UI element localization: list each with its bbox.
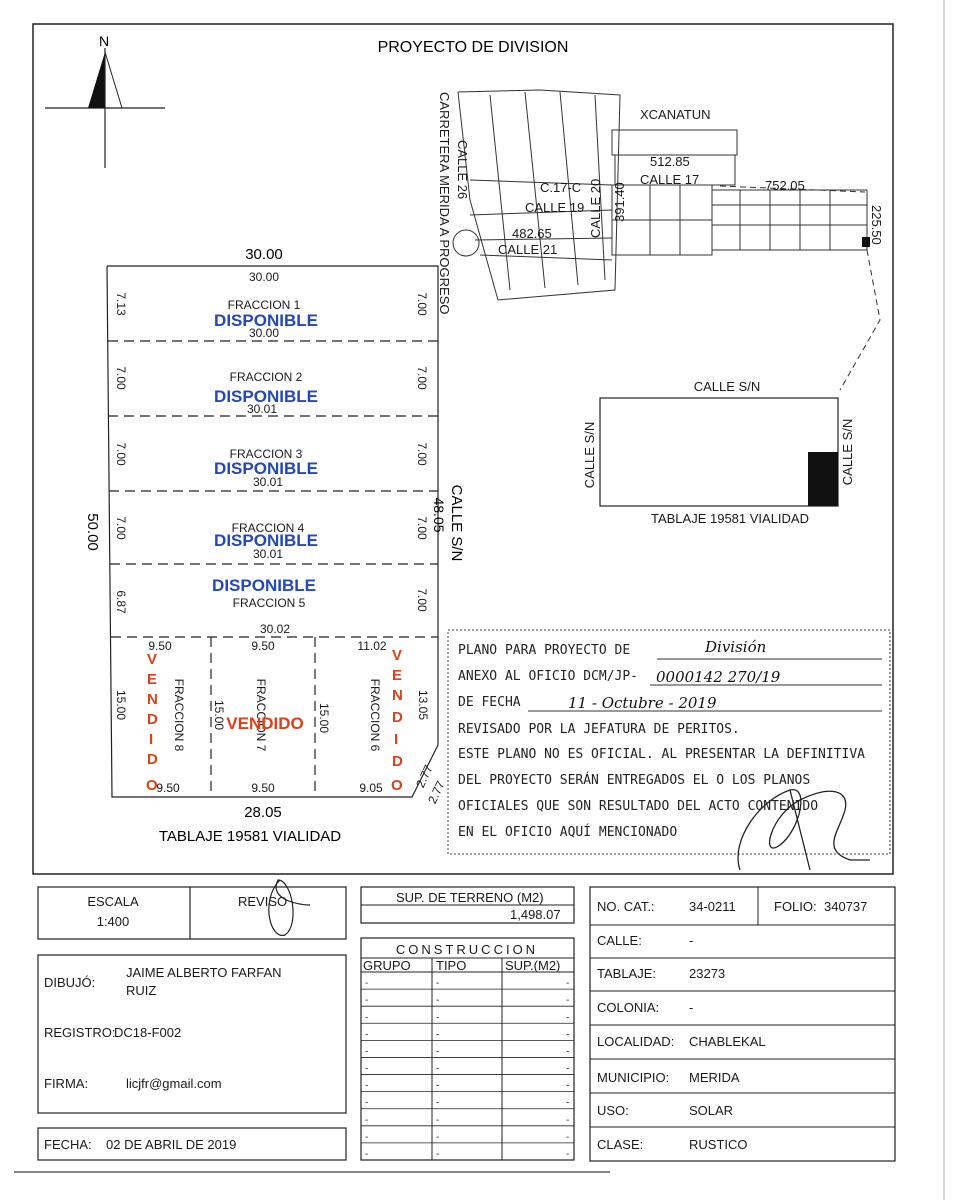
construccion-rows bbox=[361, 978, 574, 1160]
svg-text:N: N bbox=[147, 691, 158, 708]
sup-value: 1,498.07 bbox=[510, 907, 561, 922]
dibujo-value-1: JAIME ALBERTO FARFAN bbox=[126, 965, 282, 980]
fraccion-1-bottom-dim: 30.00 bbox=[248, 326, 280, 340]
firma-value: licjfr@gmail.com bbox=[126, 1076, 222, 1091]
fraccion-5-left-dim: 6.87 bbox=[114, 590, 128, 614]
fraccion-7-name: FRACCION 7 bbox=[254, 678, 268, 752]
info-municipio-value: MERIDA bbox=[689, 1070, 740, 1085]
info-calle-label: CALLE: bbox=[597, 933, 642, 948]
info-nocat-value: 34-0211 bbox=[689, 899, 736, 914]
cons-cell: - bbox=[566, 1149, 570, 1160]
fraccion-3-status: DISPONIBLE bbox=[214, 459, 318, 478]
svg-text:N: N bbox=[392, 687, 403, 704]
cons-cell: - bbox=[365, 1063, 369, 1075]
cons-cell: - bbox=[365, 978, 369, 990]
inset-right-street: CALLE S/N bbox=[840, 418, 855, 486]
stamp-line-2-hand: 0000142 270/19 bbox=[656, 668, 781, 686]
fraccion-2-left-dim: 7.00 bbox=[114, 366, 128, 390]
cons-cell: - bbox=[365, 995, 369, 1007]
cons-cell: - bbox=[436, 1149, 440, 1160]
fecha-value: 02 DE ABRIL DE 2019 bbox=[106, 1137, 237, 1152]
info-uso-label: USO: bbox=[597, 1103, 629, 1118]
cons-cell: - bbox=[566, 1080, 570, 1092]
fraccion-5-bottom-dim: 30.02 bbox=[259, 622, 291, 636]
cons-cell: - bbox=[436, 1029, 440, 1041]
info-municipio-label: MUNICIPIO: bbox=[597, 1070, 670, 1085]
north-arrow-icon bbox=[45, 48, 165, 168]
info-calle-value: - bbox=[689, 933, 694, 948]
stamp-line-3: DE FECHA bbox=[458, 695, 521, 710]
svg-text:I: I bbox=[394, 731, 399, 748]
drawing-title: PROYECTO DE DIVISION bbox=[377, 39, 569, 56]
cons-cell: - bbox=[566, 1097, 570, 1109]
stamp-line-2: ANEXO AL OFICIO DCM/JP- bbox=[458, 669, 639, 684]
stamp-line-6: DEL PROYECTO SERÁN ENTREGADOS EL O LOS PLANOS bbox=[458, 773, 811, 788]
map-dim-2: 752.05 bbox=[765, 178, 805, 193]
fraccion-6-name: FRACCION 6 bbox=[368, 678, 382, 752]
svg-text:V: V bbox=[392, 647, 403, 664]
cons-cell: - bbox=[566, 995, 570, 1007]
inset-bottom-street: TABLAJE 19581 VIALIDAD bbox=[650, 511, 810, 526]
stamp-line-3-hand: 11 - Octubre - 2019 bbox=[568, 694, 717, 712]
cons-cell: - bbox=[365, 1046, 369, 1058]
svg-text:D: D bbox=[392, 709, 403, 726]
plot-right-street: CALLE S/N bbox=[448, 484, 465, 562]
info-clase-label: CLASE: bbox=[597, 1137, 644, 1152]
stamp-line-1: PLANO PARA PROYECTO DE bbox=[458, 643, 631, 658]
fraccion-6-corner-dim: 2.77 bbox=[413, 762, 436, 790]
cons-cell: - bbox=[365, 1012, 369, 1024]
fraccion-1-name: FRACCION 1 bbox=[227, 298, 301, 312]
fraccion-3-left-dim: 7.00 bbox=[114, 442, 128, 466]
info-colonia-value: - bbox=[689, 1000, 694, 1015]
dibujo-value-2: RUIZ bbox=[126, 983, 157, 998]
map-street-26: CALLE 26 bbox=[455, 140, 470, 200]
info-nocat-label: NO. CAT.: bbox=[597, 899, 655, 914]
info-colonia-label: COLONIA: bbox=[597, 1000, 660, 1015]
stamp-line-8: EN EL OFICIO AQUÍ MENCIONADO bbox=[458, 825, 678, 840]
map-street-17: CALLE 17 bbox=[640, 172, 700, 187]
north-label: N bbox=[98, 33, 110, 49]
cons-cell: - bbox=[365, 1114, 369, 1126]
fraccion-5-name: FRACCION 5 bbox=[232, 596, 306, 610]
cons-cell: - bbox=[436, 1063, 440, 1075]
firma-label: FIRMA: bbox=[44, 1076, 89, 1091]
fraccion-6-bottom-dim: 9.05 bbox=[359, 781, 383, 795]
cons-cell: - bbox=[566, 978, 570, 990]
fraccion-6-vendido bbox=[391, 647, 403, 794]
fraccion-7-status: VENDIDO bbox=[226, 714, 304, 733]
fraccion-2-right-dim: 7.00 bbox=[415, 366, 429, 390]
fraccion-4-left-dim: 7.00 bbox=[114, 516, 128, 540]
inset-left-street: CALLE S/N bbox=[582, 421, 597, 489]
cons-cell: - bbox=[436, 1012, 440, 1024]
svg-text:D: D bbox=[147, 751, 158, 768]
info-localidad-value: CHABLEKAL bbox=[689, 1034, 766, 1049]
plot-top-dim: 30.00 bbox=[245, 246, 283, 263]
map-street-17c: C.17-C bbox=[540, 180, 582, 195]
cons-cell: - bbox=[566, 1063, 570, 1075]
cons-header-grupo: GRUPO bbox=[363, 958, 411, 973]
plot-right-dim: 48.05 bbox=[431, 497, 447, 533]
fraccion-8-vendido bbox=[146, 651, 158, 794]
fraccion-4-status: DISPONIBLE bbox=[214, 531, 318, 550]
map-dim-4: 482.65 bbox=[512, 226, 552, 241]
stamp-line-4: REVISADO POR LA JEFATURA DE PERITOS. bbox=[458, 722, 740, 737]
cons-header-sup: SUP.(M2) bbox=[505, 958, 561, 973]
fraccion-1-left-dim: 7.13 bbox=[114, 292, 128, 316]
fraccion-8-bottom-dim: 9.50 bbox=[156, 781, 180, 795]
fecha-label: FECHA: bbox=[44, 1137, 92, 1152]
fraccion-4-name: FRACCION 4 bbox=[231, 521, 305, 535]
cons-cell: - bbox=[566, 1131, 570, 1143]
fraccion-2-name: FRACCION 2 bbox=[229, 370, 303, 384]
fraccion-5-right-dim: 7.00 bbox=[415, 588, 429, 612]
fraccion-7-side-dim: 15.00 bbox=[212, 699, 226, 731]
cons-cell: - bbox=[365, 1080, 369, 1092]
map-street-20: CALLE 20 bbox=[588, 178, 603, 238]
svg-text:V: V bbox=[147, 651, 158, 668]
svg-text:E: E bbox=[392, 667, 403, 684]
info-localidad-label: LOCALIDAD: bbox=[597, 1034, 675, 1049]
cons-cell: - bbox=[436, 1080, 440, 1092]
cons-cell: - bbox=[436, 1097, 440, 1109]
fraccion-8-top-dim: 9.50 bbox=[148, 639, 172, 653]
fraccion-8-side-dim: 15.00 bbox=[114, 689, 128, 721]
registro-label: REGISTRO: bbox=[44, 1025, 116, 1040]
fraccion-4-bottom-dim: 30.01 bbox=[252, 547, 284, 561]
inset-plot bbox=[600, 398, 838, 506]
fraccion-6-side-dim: 15.00 bbox=[317, 702, 331, 734]
official-stamp bbox=[448, 630, 890, 854]
fraccion-2-status: DISPONIBLE bbox=[214, 387, 318, 406]
sup-label: SUP. DE TERRENO (M2) bbox=[396, 890, 544, 905]
fraccion-6-top-dim: 11.02 bbox=[357, 639, 387, 653]
map-street-21: CALLE 21 bbox=[498, 242, 558, 257]
map-dim-1: 512.85 bbox=[650, 154, 690, 169]
plot-bottom-dim: 28.05 bbox=[244, 804, 282, 821]
fraccion-7-bottom-dim: 9.50 bbox=[251, 781, 275, 795]
fraccion-1-top-dim: 30.00 bbox=[248, 270, 280, 284]
fraccion-4-right-dim: 7.00 bbox=[415, 516, 429, 540]
map-dim-3: 391.40 bbox=[612, 182, 627, 222]
escala-value: 1:400 bbox=[96, 914, 130, 929]
cons-cell: - bbox=[566, 1046, 570, 1058]
fraccion-3-name: FRACCION 3 bbox=[229, 447, 303, 461]
cons-cell: - bbox=[365, 1029, 369, 1041]
stamp-line-1-hand: División bbox=[705, 638, 767, 656]
info-tablaje-label: TABLAJE: bbox=[597, 966, 657, 981]
info-clase-value: RUSTICO bbox=[689, 1137, 748, 1152]
stamp-line-5: ESTE PLANO NO ES OFICIAL. AL PRESENTAR LA DEFINITIVA bbox=[458, 747, 865, 762]
fraccion-1-status: DISPONIBLE bbox=[214, 311, 318, 330]
info-uso-value: SOLAR bbox=[689, 1103, 734, 1118]
folio-value: 340737 bbox=[824, 899, 868, 914]
fraccion-6-right-dim: 13.05 bbox=[416, 689, 430, 721]
svg-text:D: D bbox=[147, 711, 158, 728]
fraccion-1-right-dim: 7.00 bbox=[415, 292, 429, 316]
cons-cell: - bbox=[566, 1012, 570, 1024]
fraccion-3-right-dim: 7.00 bbox=[415, 442, 429, 466]
fraccion-5-status: DISPONIBLE bbox=[212, 576, 316, 595]
cons-cell: - bbox=[365, 1097, 369, 1109]
fraccion-8-name: FRACCION 8 bbox=[172, 678, 186, 752]
map-dim-5: 225.50 bbox=[869, 205, 884, 245]
cons-cell: - bbox=[365, 1149, 369, 1160]
cons-cell: - bbox=[436, 1131, 440, 1143]
escala-label: ESCALA bbox=[87, 894, 139, 909]
cons-cell: - bbox=[436, 1046, 440, 1058]
map-town: XCANATUN bbox=[640, 107, 711, 122]
svg-text:O: O bbox=[146, 777, 158, 794]
info-tablaje-value: 23273 bbox=[689, 966, 726, 981]
cons-cell: - bbox=[436, 995, 440, 1007]
svg-text:E: E bbox=[147, 671, 158, 688]
fraccion-3-bottom-dim: 30.01 bbox=[252, 475, 284, 489]
cons-cell: - bbox=[566, 1114, 570, 1126]
map-road: CARRETERA MERIDA A PROGRESO bbox=[437, 92, 452, 315]
inset-top-street: CALLE S/N bbox=[693, 379, 761, 394]
fraccion-7-top-dim: 9.50 bbox=[251, 639, 275, 653]
map-street-19: CALLE 19 bbox=[525, 200, 585, 215]
cons-cell: - bbox=[566, 1029, 570, 1041]
dibujo-label: DIBUJÓ: bbox=[44, 975, 96, 990]
svg-text:I: I bbox=[149, 731, 154, 748]
fraccion-6-corner-dim-2: 2.77 bbox=[425, 778, 448, 806]
svg-text:D: D bbox=[392, 753, 403, 770]
construccion-label: CONSTRUCCION bbox=[395, 942, 539, 957]
svg-text:O: O bbox=[391, 777, 403, 794]
cons-cell: - bbox=[365, 1131, 369, 1143]
plot-left-dim: 50.00 bbox=[84, 513, 101, 551]
fraccion-2-bottom-dim: 30.01 bbox=[246, 402, 278, 416]
reviso-label: REVISO bbox=[238, 894, 288, 909]
cons-cell: - bbox=[436, 1114, 440, 1126]
cons-header-tipo: TIPO bbox=[436, 958, 467, 973]
stamp-line-7: OFICIALES QUE SON RESULTADO DEL ACTO CONTENIDO bbox=[458, 799, 819, 814]
cons-cell: - bbox=[436, 978, 440, 990]
folio-label: FOLIO: bbox=[774, 899, 817, 914]
plot-bottom-street: TABLAJE 19581 VIALIDAD bbox=[158, 828, 342, 845]
registro-value: DC18-F002 bbox=[114, 1025, 182, 1040]
